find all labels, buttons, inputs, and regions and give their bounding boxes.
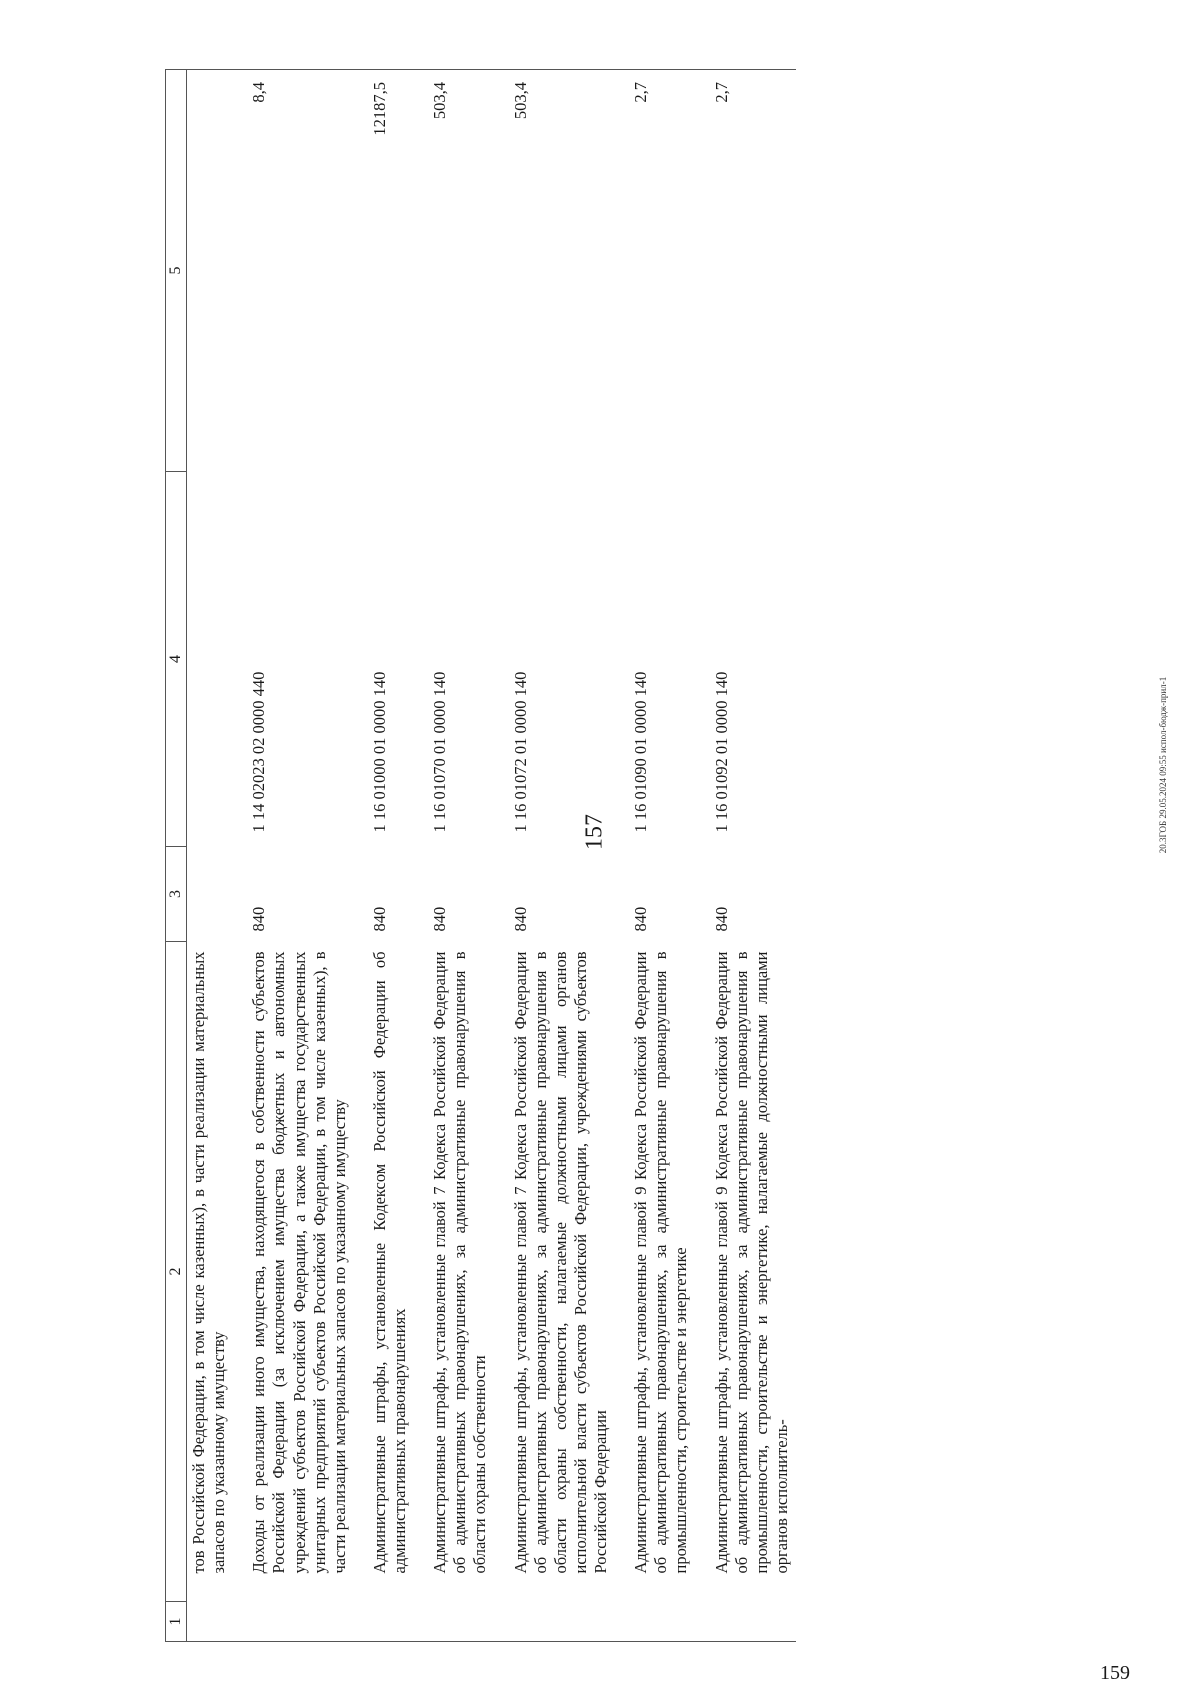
table-row <box>629 70 709 1642</box>
footer-code: 20.3ГОБ 29.05.2024 09:55 испол-бюдж-прил-1 <box>1158 676 1168 854</box>
table-header-row <box>166 70 187 1642</box>
cell-description: Административные штрафы, установленные главой 9 Кодекса Российской Федерации об административных правонарушениях, за административные правонарушения в промышленности, строительстве и энергетике <box>631 951 691 1574</box>
rotated-table-wrapper <box>165 70 927 1642</box>
cell-amount: 503,4 <box>428 70 508 472</box>
cell-admin-code: 840 <box>249 906 269 932</box>
cell-num <box>187 1602 248 1642</box>
cell-amount: 2,7 <box>629 70 709 472</box>
cell-description: Административные штрафы, установленные главой 9 Кодекса Российской Федерации об административных правонарушениях, за административные правонарушения в промышленности, строительстве и энергетике, налагаемые должностными лицами органов исполнитель- <box>711 951 791 1574</box>
cell-amount: 503,4 <box>509 70 630 472</box>
cell-admin-code: 840 <box>711 906 731 932</box>
cell-amount <box>187 70 248 472</box>
cell-admin-code: 840 <box>631 906 651 932</box>
cell-budget-code: 1 16 01070 01 0000 140 <box>430 671 450 833</box>
header-col-5: 5 <box>166 70 187 472</box>
table-row <box>710 70 797 1642</box>
cell-budget-code: 1 14 02023 02 0000 440 <box>249 671 269 833</box>
cell-description: Административные штрафы, установленные главой 7 Кодекса Российской Федерации об административных правонарушениях, за административные правонарушения в области охраны собственности <box>430 951 490 1574</box>
table-row <box>428 70 508 1642</box>
cell-budget-code <box>187 472 248 847</box>
header-col-4: 4 <box>166 472 187 847</box>
cell-amount: 8,4 <box>247 70 368 472</box>
cell-num <box>710 1602 797 1642</box>
page-number-bottom: 159 <box>1100 1662 1130 1684</box>
table-row <box>368 70 428 1642</box>
cell-budget-code: 1 16 01090 01 0000 140 <box>631 671 651 833</box>
cell-admin-code <box>187 847 248 942</box>
header-col-3: 3 <box>166 847 187 942</box>
page-number-top: 157 <box>581 814 608 850</box>
cell-budget-code: 1 16 01092 01 0000 140 <box>711 671 731 833</box>
cell-num <box>509 1602 630 1642</box>
cell-description: Административные штрафы, установленные главой 7 Кодекса Российской Федерации об административных правонарушениях, за административные правонарушения в области охраны собственности, налагаемые должностными лицами органов исполнительной власти субъектов Российской Федерации, учреждениями субъектов Российской Федерации <box>510 951 610 1574</box>
header-col-1: 1 <box>166 1602 187 1642</box>
cell-admin-code: 840 <box>369 906 389 932</box>
table-row <box>247 70 368 1642</box>
cell-description: Административные штрафы, установленные Кодексом Российской Федерации об административных правонарушениях <box>369 951 409 1574</box>
cell-amount: 12187,5 <box>368 70 428 472</box>
cell-admin-code: 840 <box>430 906 450 932</box>
cell-admin-code: 840 <box>510 906 530 932</box>
table-row <box>509 70 630 1642</box>
cell-description: тов Российской Федерации, в том числе казенных), в части реализации материальных запасов по указанному имуществу <box>189 951 229 1574</box>
revenue-table <box>165 69 796 1642</box>
cell-num <box>428 1602 508 1642</box>
cell-amount: 2,7 <box>710 70 797 472</box>
cell-num <box>368 1602 428 1642</box>
table-row <box>187 70 248 1642</box>
cell-num <box>629 1602 709 1642</box>
header-col-2: 2 <box>166 942 187 1602</box>
cell-budget-code: 1 16 01000 01 0000 140 <box>369 671 389 833</box>
cell-description: Доходы от реализации иного имущества, находящегося в собственности субъектов Российской Федерации (за исключением имущества бюджетных и автономных учреждений субъектов Российской Федерации, а также имущества государственных унитарных предприятий субъектов Российской Федерации, в том числе казенных), в части реализации материальных запасов по указанному имуществу <box>249 951 349 1574</box>
cell-num <box>247 1602 368 1642</box>
cell-budget-code: 1 16 01072 01 0000 140 <box>510 671 530 833</box>
